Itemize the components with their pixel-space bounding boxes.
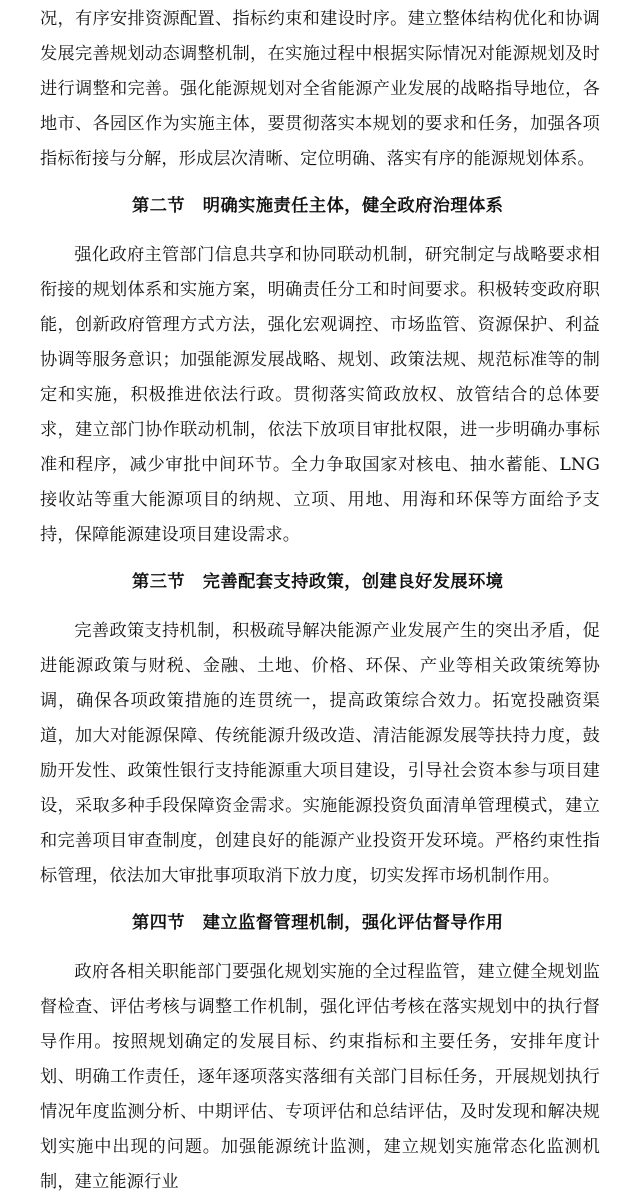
- document-page: [40, 0, 600, 1200]
- section-heading-4: 第四节 建立监督管理机制，强化评估督导作用: [132, 913, 504, 933]
- paragraph-continued: 况，有序安排资源配置、指标约束和建设时序。建立整体结构优化和协调发展完善规划动态调整机制，在实施过程中根据实际情况对能源规划及时进行调整和完善。强化能源规划对全省能源产业发展的战略指导地位，各地市、各园区作为实施主体，要贯彻落实本规划的要求和任务，加强各项指标衔接与分解，形成层次清晰、定位明确、落实有序的能源规划体系。: [40, 9, 600, 169]
- paragraph-section-4: 政府各相关职能部门要强化规划实施的全过程监管，建立健全规划监督检查、评估考核与调整工作机制，强化评估考核在落实规划中的执行督导作用。按照规划确定的发展目标、约束指标和主要任务，安排年度计划、明确工作责任，逐年逐项落实落细有关部门目标任务，开展规划执行情况年度监测分析、中期评估、专项评估和总结评估，及时发现和解决规划实施中出现的问题。加强能源统计监测，建立规划实施常态化监测机制，建立能源行业: [40, 962, 600, 1192]
- section-heading-3: 第三节 完善配套支持政策，创建良好发展环境: [132, 572, 504, 592]
- section-heading-2: 第二节 明确实施责任主体，健全政府治理体系: [132, 196, 504, 216]
- paragraph-section-2: 强化政府主管部门信息共享和协同联动机制，研究制定与战略要求相衔接的规划体系和实施方案，明确责任分工和时间要求。积极转变政府职能，创新政府管理方式方法，强化宏观调控、市场监管、资源保护、利益协调等服务意识；加强能源发展战略、规划、政策法规、规范标准等的制定和实施，积极推进依法行政。贯彻落实简政放权、放管结合的总体要求，建立部门协作联动机制，依法下放项目审批权限，进一步明确办事标准和程序，减少审批中间环节。全力争取国家对核电、抽水蓄能、LNG接收站等重大能源项目的纳规、立项、用地、用海和环保等方面给予支持，保障能源建设项目建设需求。: [40, 245, 600, 545]
- paragraph-section-3: 完善政策支持机制，积极疏导解决能源产业发展产生的突出矛盾，促进能源政策与财税、金融、土地、价格、环保、产业等相关政策统筹协调，确保各项政策措施的连贯统一，提高政策综合效力。拓宽投融资渠道，加大对能源保障、传统能源升级改造、清洁能源发展等扶持力度，鼓励开发性、政策性银行支持能源重大项目建设，引导社会资本参与项目建设，采取多种手段保障资金需求。实施能源投资负面清单管理模式，建立和完善项目审查制度，创建良好的能源产业投资开发环境。严格约束性指标管理，依法加大审批事项取消下放力度，切实发挥市场机制作用。: [40, 621, 600, 886]
